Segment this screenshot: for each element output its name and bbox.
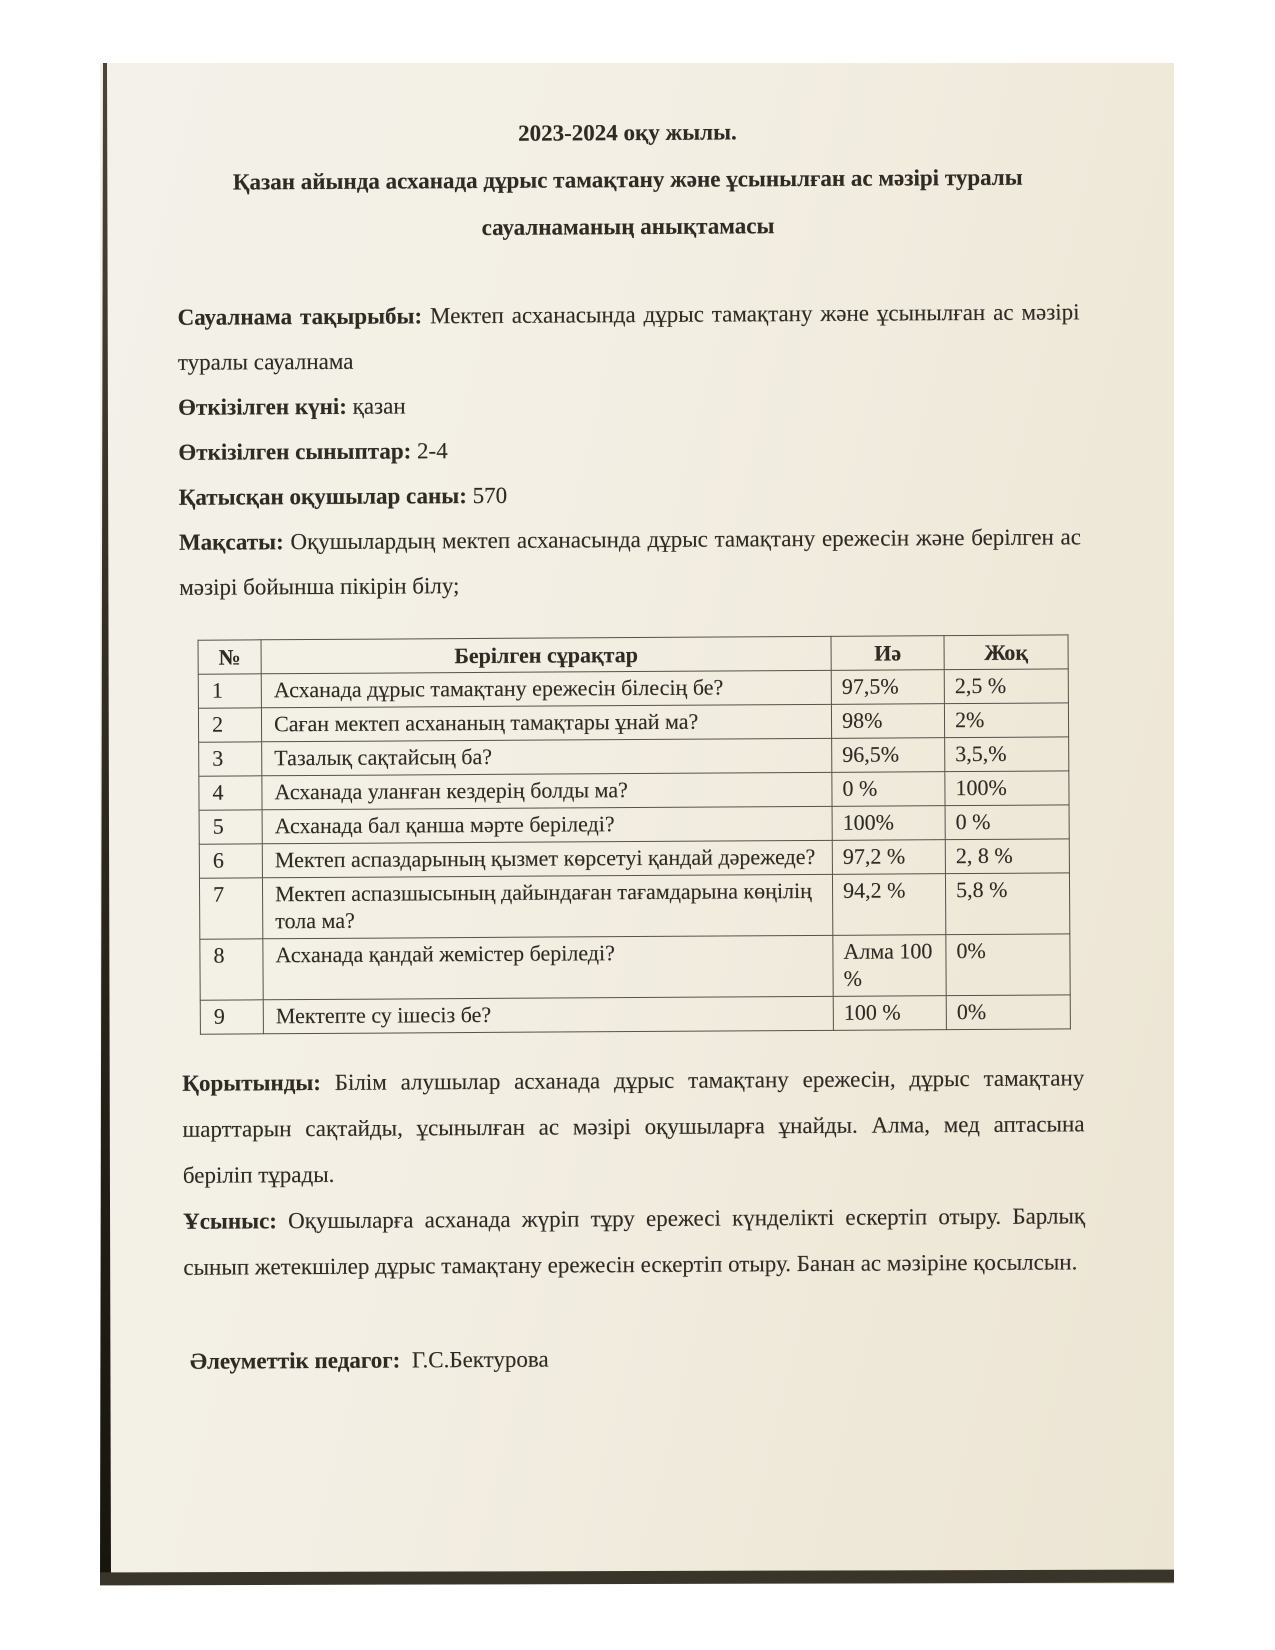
cell-yes: 97,5% — [831, 670, 944, 705]
cell-question: Мектеп аспазшысының дайындаған тағамдарына көңілің тола ма? — [262, 874, 832, 938]
cell-question: Мектепте су ішесіз бе? — [263, 996, 833, 1033]
table-row — [199, 805, 1069, 844]
meta-goal-label: Мақсаты: — [178, 529, 284, 555]
cell-yes: Алма 100 % — [833, 935, 946, 997]
recommendation-label: Ұсыныс: — [182, 1208, 278, 1234]
cell-no: 2,5 % — [944, 669, 1068, 704]
cell-number: 1 — [198, 674, 261, 708]
cell-no: 3,5,% — [945, 737, 1069, 772]
document-subtitle-line2: сауалнаманың анықтамасы — [481, 213, 775, 240]
recommendation-paragraph — [183, 1193, 1086, 1291]
cell-question: Тазалық сақтайсың ба? — [262, 738, 832, 775]
cell-no: 2% — [944, 703, 1068, 738]
cell-question: Саған мектеп асхананың тамақтары ұнай ма? — [261, 704, 831, 741]
conclusion-paragraph — [182, 1055, 1085, 1199]
cell-number: 4 — [199, 776, 262, 810]
meta-date-label: Өткізілген күні: — [178, 393, 347, 420]
meta-topic-label: Сауалнама тақырыбы: — [177, 303, 423, 330]
col-header-no: Жоқ — [944, 635, 1068, 670]
meta-goal-value: Оқушылардың мектеп асханасында дұрыс тамақтану ережесін және берілген ас мәзірі бойынша пікірін білу; — [179, 524, 1081, 600]
cell-question: Асханада қандай жемістер беріледі? — [263, 935, 833, 999]
cell-number: 9 — [200, 1000, 263, 1034]
signature-label: Әлеуметтік педагог: — [189, 1347, 401, 1374]
table-header — [198, 635, 1068, 674]
cell-yes: 100 % — [833, 996, 946, 1031]
table-row — [199, 737, 1069, 776]
document-content — [100, 60, 1182, 1399]
cell-no: 100% — [945, 771, 1069, 806]
meta-participants — [179, 469, 1081, 520]
table-row — [198, 703, 1068, 742]
table-header-row — [198, 635, 1068, 674]
signature-line — [184, 1343, 1086, 1375]
meta-classes-label: Өткізілген сыныптар: — [178, 438, 412, 465]
cell-yes: 98% — [831, 704, 944, 739]
survey-results-table — [198, 634, 1071, 1034]
col-header-number: № — [198, 640, 261, 674]
cell-yes: 0 % — [832, 772, 945, 807]
col-header-question: Берілген сұрақтар — [261, 636, 831, 673]
cell-yes: 97,2 % — [832, 840, 945, 875]
cell-question: Асханада бал қанша мәрте беріледі? — [262, 806, 832, 843]
meta-goal — [179, 514, 1082, 610]
meta-date — [178, 379, 1080, 430]
cell-number: 2 — [198, 708, 261, 742]
document-title: 2023-2024 оқу жылы. — [518, 119, 737, 146]
document-subtitle-line1: Қазан айында асханада дұрыс тамақтану және ұсынылған ас мәзірі туралы — [232, 164, 1023, 195]
paper-bottom-edge-shadow — [100, 1570, 1174, 1586]
cell-yes: 96,5% — [832, 738, 945, 773]
meta-topic — [177, 289, 1080, 385]
cell-no: 2, 8 % — [945, 839, 1069, 874]
meta-participants-value: 570 — [472, 482, 508, 509]
meta-participants-label: Қатысқан оқушылар саны: — [178, 483, 467, 510]
table-row — [199, 839, 1069, 878]
table-row — [198, 669, 1068, 708]
table-row — [200, 934, 1070, 1000]
meta-date-value: қазан — [352, 393, 406, 419]
cell-number: 3 — [199, 742, 262, 776]
meta-classes-value: 2-4 — [416, 438, 448, 464]
cell-question: Мектеп аспаздарының қызмет көрсетуі қандай дәрежеде? — [262, 840, 832, 877]
document-photo — [100, 63, 1174, 1584]
cell-no: 0% — [946, 934, 1070, 996]
meta-topic-value: Мектеп асханасында дұрыс тамақтану және ұсынылған ас мәзірі туралы сауалнама — [177, 299, 1080, 375]
conclusion-text: Білім алушылар асханада дұрыс тамақтану ережесін, дұрыс тамақтану шарттарын сақтайды, ұсынылған ас мәзірі оқушыларға ұнайды. Алма, мед аптасына беріліп тұрады. — [182, 1065, 1085, 1188]
cell-yes: 94,2 % — [832, 874, 945, 936]
cell-no: 0% — [946, 995, 1070, 1030]
table-row — [200, 995, 1070, 1034]
conclusion-label: Қорытынды: — [182, 1069, 321, 1096]
cell-number: 7 — [199, 878, 262, 939]
document-heading — [176, 106, 1079, 253]
col-header-yes: Иә — [831, 636, 944, 671]
table-row — [199, 771, 1069, 810]
cell-number: 6 — [199, 844, 262, 878]
cell-number: 8 — [200, 939, 263, 1000]
recommendation-text: Оқушыларға асханада жүріп тұру ережесі күнделікті ескертіп отыру. Барлық сынып жетекшілер дұрыс тамақтану ережесін ескертіп отыру. Банан ас мәзіріне қосылсын. — [183, 1203, 1086, 1280]
cell-number: 5 — [199, 810, 262, 844]
cell-question: Асханада дұрыс тамақтану ережесін білесің бе? — [261, 670, 831, 707]
meta-classes — [178, 424, 1080, 475]
cell-no: 0 % — [945, 805, 1069, 840]
signature-name: Г.С.Бектурова — [411, 1346, 549, 1373]
table-row — [199, 873, 1069, 939]
survey-meta — [177, 289, 1081, 610]
cell-question: Асханада уланған кездерің болды ма? — [262, 772, 832, 809]
cell-yes: 100% — [832, 806, 945, 841]
table-body — [198, 669, 1070, 1034]
cell-no: 5,8 % — [945, 873, 1069, 935]
